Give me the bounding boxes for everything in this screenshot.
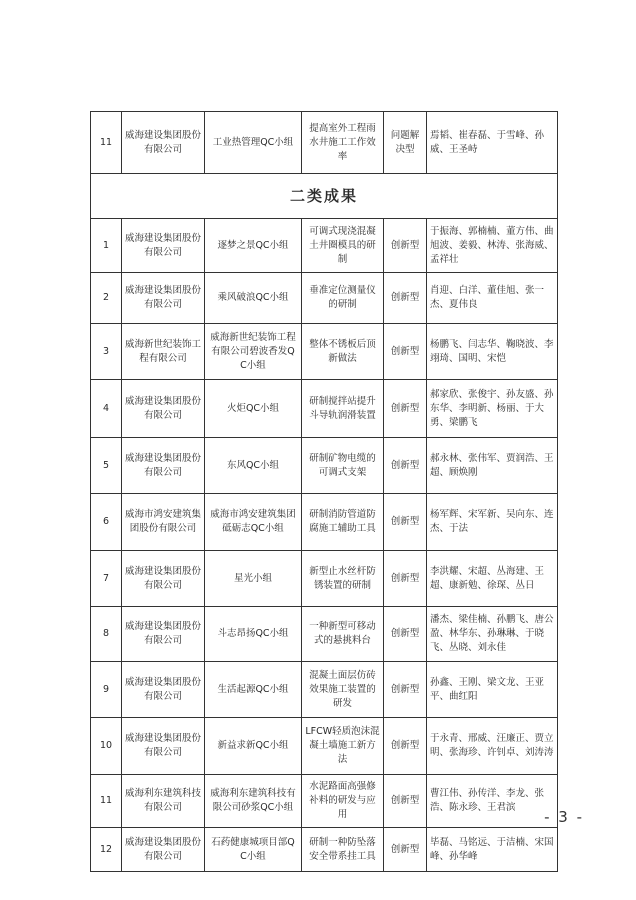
row-number: 2 xyxy=(91,273,122,324)
group-cell: 工业热管理QC小组 xyxy=(205,112,302,174)
table-row xyxy=(91,718,558,775)
table-row xyxy=(91,662,558,718)
row-number: 5 xyxy=(91,438,122,494)
group-cell: 生活起源QC小组 xyxy=(205,662,302,718)
company-cell: 威海利东建筑科技有限公司 xyxy=(122,775,205,828)
company-cell: 威海市鸿安建筑集团股份有限公司 xyxy=(122,494,205,551)
group-cell: 新益求新QC小组 xyxy=(205,718,302,775)
topic-cell: 可调式现浇混凝土井圈模具的研制 xyxy=(302,219,384,273)
table-row xyxy=(91,551,558,607)
members-cell: 郝永林、张伟军、贾润浩、王超、顾焕刚 xyxy=(427,438,558,494)
company-cell: 威海新世纪装饰工程有限公司 xyxy=(122,324,205,380)
group-cell: 东风QC小组 xyxy=(205,438,302,494)
members-cell: 潘杰、梁佳楠、孙鹏飞、唐公盈、林华东、孙琳琳、于晓飞、丛晓、刘永佳 xyxy=(427,607,558,662)
type-cell: 创新型 xyxy=(384,775,427,828)
table-row xyxy=(91,324,558,380)
group-cell: 星光小组 xyxy=(205,551,302,607)
table-row xyxy=(91,219,558,273)
topic-cell: 水泥路面高强修补料的研发与应用 xyxy=(302,775,384,828)
type-cell: 创新型 xyxy=(384,380,427,438)
topic-cell: LFCW轻质泡沫混凝土墙施工新方法 xyxy=(302,718,384,775)
row-number: 9 xyxy=(91,662,122,718)
page-number: - 3 - xyxy=(544,808,584,826)
table-row xyxy=(91,112,558,174)
row-number: 7 xyxy=(91,551,122,607)
type-cell: 创新型 xyxy=(384,607,427,662)
members-cell: 焉韬、崔春磊、于雪峰、孙威、王圣峙 xyxy=(427,112,558,174)
row-number: 12 xyxy=(91,828,122,872)
members-cell: 杨鹏飞、闫志华、鞠晓波、李翊琦、国明、宋恺 xyxy=(427,324,558,380)
company-cell: 威海建设集团股份有限公司 xyxy=(122,828,205,872)
members-cell: 孙鑫、王刚、梁文龙、王亚平、曲红阳 xyxy=(427,662,558,718)
row-number: 6 xyxy=(91,494,122,551)
table-row xyxy=(91,380,558,438)
type-cell: 创新型 xyxy=(384,662,427,718)
table-row xyxy=(91,494,558,551)
members-cell: 曹江伟、孙传洋、李龙、张浩、陈永珍、王君滨 xyxy=(427,775,558,828)
topic-cell: 整体不锈板后顶新做法 xyxy=(302,324,384,380)
members-cell: 李洪耀、宋超、丛海建、王超、康新勉、徐琛、丛日 xyxy=(427,551,558,607)
topic-cell: 一种新型可移动式的悬挑料台 xyxy=(302,607,384,662)
members-cell: 毕磊、马铭远、于洁楠、宋国峰、孙华峰 xyxy=(427,828,558,872)
type-cell: 创新型 xyxy=(384,494,427,551)
members-cell: 杨军辉、宋军新、吴向东、连杰、于法 xyxy=(427,494,558,551)
row-number: 1 xyxy=(91,219,122,273)
topic-cell: 研制一种防坠落安全带系挂工具 xyxy=(302,828,384,872)
members-cell: 于永青、邢威、汪廉正、贾立明、张海珍、许钊卓、刘涛涛 xyxy=(427,718,558,775)
group-cell: 威海新世纪装饰工程有限公司碧波香发QC小组 xyxy=(205,324,302,380)
table-row xyxy=(91,438,558,494)
type-cell: 创新型 xyxy=(384,219,427,273)
topic-cell: 垂准定位测量仪的研制 xyxy=(302,273,384,324)
table-row xyxy=(91,273,558,324)
row-number: 8 xyxy=(91,607,122,662)
type-cell: 创新型 xyxy=(384,273,427,324)
section-title: 二类成果 xyxy=(91,174,558,219)
group-cell: 逐梦之景QC小组 xyxy=(205,219,302,273)
group-cell: 威海市鸿安建筑集团砥砺志QC小组 xyxy=(205,494,302,551)
table-row xyxy=(91,607,558,662)
row-number: 11 xyxy=(91,775,122,828)
row-number: 4 xyxy=(91,380,122,438)
company-cell: 威海建设集团股份有限公司 xyxy=(122,551,205,607)
group-cell: 火炬QC小组 xyxy=(205,380,302,438)
section-header-row xyxy=(91,174,558,219)
company-cell: 威海建设集团股份有限公司 xyxy=(122,662,205,718)
group-cell: 乘风破浪QC小组 xyxy=(205,273,302,324)
company-cell: 威海建设集团股份有限公司 xyxy=(122,219,205,273)
type-cell: 创新型 xyxy=(384,438,427,494)
group-cell: 斗志昂扬QC小组 xyxy=(205,607,302,662)
company-cell: 威海建设集团股份有限公司 xyxy=(122,718,205,775)
topic-cell: 研制矿物电缆的可调式支架 xyxy=(302,438,384,494)
members-cell: 肖迎、白洋、董佳旭、张一杰、夏伟良 xyxy=(427,273,558,324)
group-cell: 威海利东建筑科技有限公司砂浆QC小组 xyxy=(205,775,302,828)
topic-cell: 研制搅拌站提升斗导轨润滑装置 xyxy=(302,380,384,438)
awards-table xyxy=(90,111,558,872)
topic-cell: 提高室外工程雨水井施工工作效率 xyxy=(302,112,384,174)
company-cell: 威海建设集团股份有限公司 xyxy=(122,380,205,438)
company-cell: 威海建设集团股份有限公司 xyxy=(122,112,205,174)
topic-cell: 混凝土面层仿砖效果施工装置的研发 xyxy=(302,662,384,718)
row-number: 3 xyxy=(91,324,122,380)
type-cell: 问题解决型 xyxy=(384,112,427,174)
topic-cell: 新型止水丝杆防锈装置的研制 xyxy=(302,551,384,607)
type-cell: 创新型 xyxy=(384,718,427,775)
table-row xyxy=(91,828,558,872)
members-cell: 郝家欣、张俊宇、孙友盛、孙东华、李明新、杨丽、于大勇、梁鹏飞 xyxy=(427,380,558,438)
topic-cell: 研制消防管道防腐施工辅助工具 xyxy=(302,494,384,551)
company-cell: 威海建设集团股份有限公司 xyxy=(122,438,205,494)
company-cell: 威海建设集团股份有限公司 xyxy=(122,607,205,662)
company-cell: 威海建设集团股份有限公司 xyxy=(122,273,205,324)
table-row xyxy=(91,775,558,828)
members-cell: 于振海、郭楠楠、董方伟、曲旭波、姜毅、林涛、张海威、孟祥壮 xyxy=(427,219,558,273)
type-cell: 创新型 xyxy=(384,828,427,872)
row-number: 10 xyxy=(91,718,122,775)
group-cell: 石药健康城项目部QC小组 xyxy=(205,828,302,872)
row-number: 11 xyxy=(91,112,122,174)
type-cell: 创新型 xyxy=(384,551,427,607)
type-cell: 创新型 xyxy=(384,324,427,380)
